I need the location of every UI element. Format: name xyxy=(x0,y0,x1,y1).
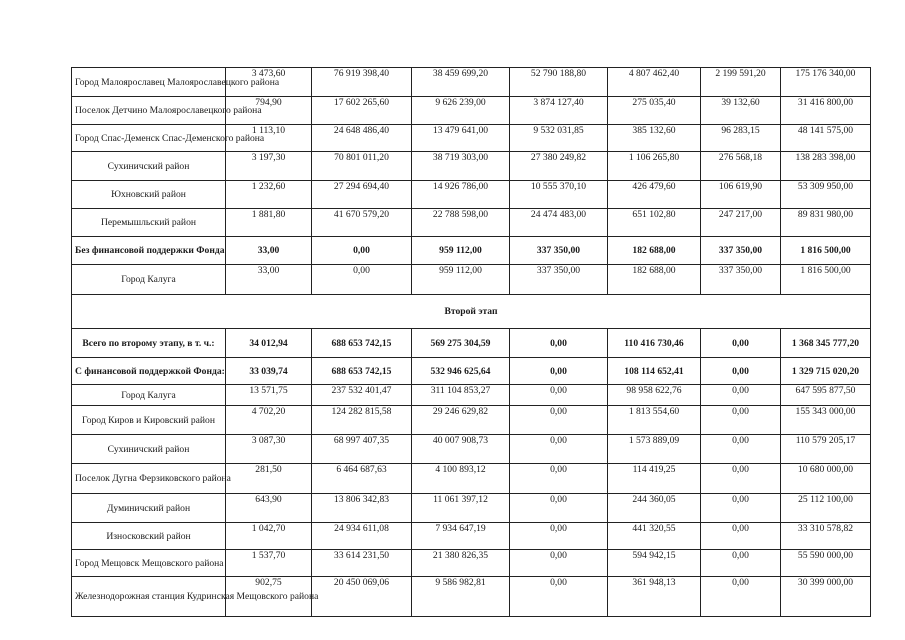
row-label: Сухиничский район xyxy=(72,152,226,181)
cell-funds-1: 124 282 815,58 xyxy=(312,406,412,435)
table-row xyxy=(72,152,871,181)
row-label: С финансовой поддержкой Фонда: xyxy=(72,358,226,385)
cell-total: 1 816 500,00 xyxy=(781,237,871,265)
cell-funds-1: 17 602 265,60 xyxy=(312,97,412,125)
cell-total: 10 680 000,00 xyxy=(781,464,871,494)
row-label: Город Малоярославец Малоярославецкого района xyxy=(72,68,226,97)
stage-header: Второй этап xyxy=(72,295,871,329)
cell-total: 55 590 000,00 xyxy=(781,550,871,577)
cell-funds-5: 0,00 xyxy=(701,358,781,385)
row-label: Город Киров и Кировский район xyxy=(72,406,226,435)
cell-total: 25 112 100,00 xyxy=(781,494,871,523)
cell-area: 33 039,74 xyxy=(226,358,312,385)
cell-funds-2: 21 380 826,35 xyxy=(412,550,510,577)
cell-funds-3: 0,00 xyxy=(510,358,608,385)
cell-funds-3: 337 350,00 xyxy=(510,265,608,295)
table-row xyxy=(72,68,871,97)
cell-funds-5: 0,00 xyxy=(701,435,781,464)
cell-funds-3: 52 790 188,80 xyxy=(510,68,608,97)
cell-funds-1: 13 806 342,83 xyxy=(312,494,412,523)
table-row xyxy=(72,125,871,152)
cell-area: 3 197,30 xyxy=(226,152,312,181)
cell-funds-2: 22 788 598,00 xyxy=(412,209,510,237)
cell-funds-5: 0,00 xyxy=(701,523,781,550)
cell-total: 155 343 000,00 xyxy=(781,406,871,435)
cell-funds-2: 4 100 893,12 xyxy=(412,464,510,494)
cell-funds-3: 3 874 127,40 xyxy=(510,97,608,125)
row-label: Железнодорожная станция Кудринская Мещовского района xyxy=(72,577,226,617)
table-row xyxy=(72,181,871,209)
row-label: Перемышльский район xyxy=(72,209,226,237)
row-label: Всего по второму этапу, в т. ч.: xyxy=(72,329,226,358)
cell-funds-3: 0,00 xyxy=(510,329,608,358)
cell-funds-2: 38 459 699,20 xyxy=(412,68,510,97)
table-row xyxy=(72,435,871,464)
cell-funds-4: 4 807 462,40 xyxy=(608,68,701,97)
table-row xyxy=(72,265,871,295)
table-row xyxy=(72,329,871,358)
cell-funds-4: 361 948,13 xyxy=(608,577,701,617)
cell-total: 31 416 800,00 xyxy=(781,97,871,125)
cell-total: 138 283 398,00 xyxy=(781,152,871,181)
cell-funds-3: 0,00 xyxy=(510,385,608,406)
cell-area: 1 232,60 xyxy=(226,181,312,209)
table-row xyxy=(72,577,871,617)
cell-funds-1: 688 653 742,15 xyxy=(312,358,412,385)
table-body-second-stage xyxy=(72,329,871,617)
cell-funds-2: 532 946 625,64 xyxy=(412,358,510,385)
cell-funds-3: 0,00 xyxy=(510,464,608,494)
cell-area: 902,75 xyxy=(226,577,312,617)
table-row xyxy=(72,385,871,406)
cell-total: 175 176 340,00 xyxy=(781,68,871,97)
cell-total: 48 141 575,00 xyxy=(781,125,871,152)
cell-funds-1: 24 648 486,40 xyxy=(312,125,412,152)
cell-funds-4: 98 958 622,76 xyxy=(608,385,701,406)
cell-area: 281,50 xyxy=(226,464,312,494)
cell-total: 647 595 877,50 xyxy=(781,385,871,406)
cell-funds-3: 0,00 xyxy=(510,523,608,550)
cell-funds-4: 651 102,80 xyxy=(608,209,701,237)
cell-funds-5: 106 619,90 xyxy=(701,181,781,209)
cell-area: 3 473,60 xyxy=(226,68,312,97)
row-label: Без финансовой поддержки Фонда xyxy=(72,237,226,265)
cell-funds-5: 0,00 xyxy=(701,385,781,406)
cell-funds-2: 11 061 397,12 xyxy=(412,494,510,523)
cell-area: 794,90 xyxy=(226,97,312,125)
cell-funds-4: 1 813 554,60 xyxy=(608,406,701,435)
cell-funds-5: 39 132,60 xyxy=(701,97,781,125)
cell-funds-2: 13 479 641,00 xyxy=(412,125,510,152)
row-label: Износковский район xyxy=(72,523,226,550)
cell-funds-5: 337 350,00 xyxy=(701,265,781,295)
table-body-first-stage xyxy=(72,68,871,295)
cell-funds-2: 7 934 647,19 xyxy=(412,523,510,550)
row-label: Город Калуга xyxy=(72,265,226,295)
row-label: Юхновский район xyxy=(72,181,226,209)
stage-header-row xyxy=(72,295,871,329)
cell-funds-4: 1 106 265,80 xyxy=(608,152,701,181)
cell-funds-4: 108 114 652,41 xyxy=(608,358,701,385)
cell-funds-5: 2 199 591,20 xyxy=(701,68,781,97)
table-row xyxy=(72,237,871,265)
cell-funds-4: 426 479,60 xyxy=(608,181,701,209)
row-label: Город Спас-Деменск Спас-Деменского района xyxy=(72,125,226,152)
cell-funds-3: 337 350,00 xyxy=(510,237,608,265)
cell-funds-5: 276 568,18 xyxy=(701,152,781,181)
table-row xyxy=(72,550,871,577)
table-row xyxy=(72,523,871,550)
cell-funds-1: 20 450 069,06 xyxy=(312,577,412,617)
cell-area: 34 012,94 xyxy=(226,329,312,358)
row-label: Думиничский район xyxy=(72,494,226,523)
cell-funds-2: 38 719 303,00 xyxy=(412,152,510,181)
cell-area: 1 113,10 xyxy=(226,125,312,152)
cell-funds-2: 40 007 908,73 xyxy=(412,435,510,464)
cell-funds-3: 9 532 031,85 xyxy=(510,125,608,152)
cell-funds-1: 0,00 xyxy=(312,237,412,265)
row-label: Поселок Дугна Ферзиковского района xyxy=(72,464,226,494)
row-label: Город Калуга xyxy=(72,385,226,406)
table-row xyxy=(72,464,871,494)
table-row xyxy=(72,494,871,523)
cell-funds-4: 114 419,25 xyxy=(608,464,701,494)
cell-funds-3: 0,00 xyxy=(510,494,608,523)
row-label: Поселок Детчино Малоярославецкого района xyxy=(72,97,226,125)
program-table xyxy=(71,67,871,617)
cell-total: 33 310 578,82 xyxy=(781,523,871,550)
cell-area: 1 537,70 xyxy=(226,550,312,577)
cell-area: 643,90 xyxy=(226,494,312,523)
cell-funds-3: 0,00 xyxy=(510,550,608,577)
cell-funds-1: 27 294 694,40 xyxy=(312,181,412,209)
cell-funds-2: 311 104 853,27 xyxy=(412,385,510,406)
cell-total: 110 579 205,17 xyxy=(781,435,871,464)
cell-funds-4: 182 688,00 xyxy=(608,237,701,265)
row-label: Город Мещовск Мещовского района xyxy=(72,550,226,577)
cell-funds-5: 247 217,00 xyxy=(701,209,781,237)
table-row xyxy=(72,358,871,385)
cell-area: 4 702,20 xyxy=(226,406,312,435)
table-row xyxy=(72,406,871,435)
cell-funds-5: 0,00 xyxy=(701,577,781,617)
cell-funds-3: 0,00 xyxy=(510,435,608,464)
cell-funds-5: 96 283,15 xyxy=(701,125,781,152)
cell-area: 33,00 xyxy=(226,265,312,295)
table-row xyxy=(72,97,871,125)
cell-area: 1 042,70 xyxy=(226,523,312,550)
table-row xyxy=(72,209,871,237)
cell-funds-3: 10 555 370,10 xyxy=(510,181,608,209)
cell-funds-2: 959 112,00 xyxy=(412,237,510,265)
cell-funds-5: 337 350,00 xyxy=(701,237,781,265)
cell-total: 30 399 000,00 xyxy=(781,577,871,617)
cell-funds-2: 569 275 304,59 xyxy=(412,329,510,358)
cell-funds-4: 244 360,05 xyxy=(608,494,701,523)
cell-total: 1 816 500,00 xyxy=(781,265,871,295)
cell-funds-5: 0,00 xyxy=(701,494,781,523)
cell-funds-2: 9 626 239,00 xyxy=(412,97,510,125)
cell-funds-1: 33 614 231,50 xyxy=(312,550,412,577)
cell-funds-4: 275 035,40 xyxy=(608,97,701,125)
cell-funds-5: 0,00 xyxy=(701,406,781,435)
cell-total: 53 309 950,00 xyxy=(781,181,871,209)
cell-funds-1: 70 801 011,20 xyxy=(312,152,412,181)
cell-funds-1: 24 934 611,08 xyxy=(312,523,412,550)
cell-funds-2: 9 586 982,81 xyxy=(412,577,510,617)
cell-funds-4: 385 132,60 xyxy=(608,125,701,152)
cell-funds-2: 29 246 629,82 xyxy=(412,406,510,435)
cell-funds-4: 182 688,00 xyxy=(608,265,701,295)
cell-total: 1 368 345 777,20 xyxy=(781,329,871,358)
cell-total: 1 329 715 020,20 xyxy=(781,358,871,385)
cell-funds-1: 0,00 xyxy=(312,265,412,295)
cell-area: 1 881,80 xyxy=(226,209,312,237)
cell-funds-3: 0,00 xyxy=(510,406,608,435)
cell-area: 3 087,30 xyxy=(226,435,312,464)
cell-funds-4: 594 942,15 xyxy=(608,550,701,577)
cell-funds-2: 14 926 786,00 xyxy=(412,181,510,209)
cell-area: 13 571,75 xyxy=(226,385,312,406)
cell-funds-5: 0,00 xyxy=(701,550,781,577)
cell-funds-3: 27 380 249,82 xyxy=(510,152,608,181)
cell-funds-2: 959 112,00 xyxy=(412,265,510,295)
cell-area: 33,00 xyxy=(226,237,312,265)
cell-funds-1: 76 919 398,40 xyxy=(312,68,412,97)
cell-funds-3: 24 474 483,00 xyxy=(510,209,608,237)
cell-funds-3: 0,00 xyxy=(510,577,608,617)
cell-funds-1: 6 464 687,63 xyxy=(312,464,412,494)
cell-total: 89 831 980,00 xyxy=(781,209,871,237)
table-body-stage-header xyxy=(72,295,871,329)
cell-funds-4: 441 320,55 xyxy=(608,523,701,550)
row-label: Сухиничский район xyxy=(72,435,226,464)
cell-funds-5: 0,00 xyxy=(701,329,781,358)
cell-funds-1: 41 670 579,20 xyxy=(312,209,412,237)
cell-funds-1: 688 653 742,15 xyxy=(312,329,412,358)
cell-funds-5: 0,00 xyxy=(701,464,781,494)
cell-funds-4: 1 573 889,09 xyxy=(608,435,701,464)
cell-funds-1: 68 997 407,35 xyxy=(312,435,412,464)
cell-funds-1: 237 532 401,47 xyxy=(312,385,412,406)
cell-funds-4: 110 416 730,46 xyxy=(608,329,701,358)
